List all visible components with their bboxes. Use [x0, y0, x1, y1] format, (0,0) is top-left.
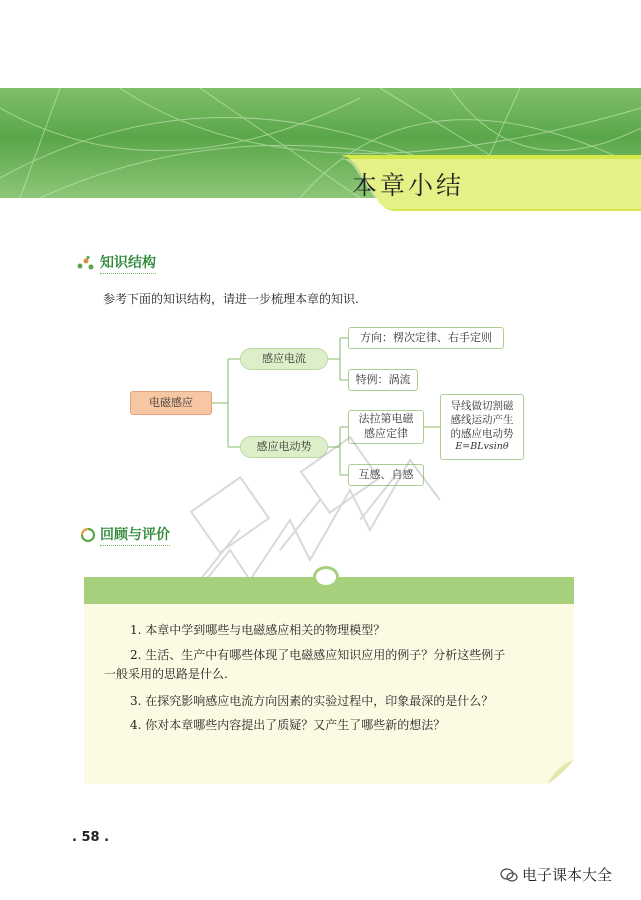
section-heading-text: 回顾与评价 — [100, 524, 170, 546]
mindmap-leaf-mutual: 互感、自感 — [348, 464, 424, 486]
intro-text: 参考下面的知识结构，请进一步梳理本章的知识. — [103, 292, 359, 306]
cutting-line-1: 导线做切割磁 — [450, 400, 514, 413]
page-curl-icon — [548, 760, 574, 784]
question-4: 4. 你对本章哪些内容提出了质疑？又产生了哪些新的想法？ — [130, 718, 446, 732]
brand-watermark — [500, 864, 612, 885]
mindmap-branch-emf: 感应电动势 — [240, 436, 328, 458]
question-1: 1. 本章中学到哪些与电磁感应相关的物理模型？ — [130, 623, 386, 637]
cutting-line-2: 感线运动产生 — [450, 414, 514, 426]
cutting-line-3: 的感应电动势 — [450, 427, 514, 440]
wechat-icon — [500, 867, 518, 883]
question-2: 2. 生活、生产中有哪些体现了电磁感应知识应用的例子？分析这些例子 — [130, 648, 506, 662]
page-number: . 58 . — [72, 830, 110, 845]
mindmap-branch-current: 感应电流 — [240, 348, 328, 370]
brand-text: 电子课本大全 — [522, 866, 613, 884]
card-ring-icon — [313, 566, 339, 588]
cutting-formula: E=BLvsinθ — [455, 441, 509, 453]
question-3: 3. 在探究影响感应电流方向因素的实验过程中，印象最深的是什么？ — [130, 694, 494, 708]
section-heading-review — [80, 524, 170, 546]
question-2-continued: 一般采用的思路是什么. — [104, 667, 228, 681]
mindmap-leaf-special: 特例：涡流 — [348, 369, 418, 391]
section-heading-text: 知识结构 — [100, 252, 156, 274]
chapter-title: 本章小结 — [352, 171, 465, 200]
faraday-line-2: 感应定律 — [364, 427, 408, 440]
mindmap-leaf-direction: 方向：楞次定律、右手定则 — [348, 327, 504, 349]
mindmap-root: 电磁感应 — [130, 391, 212, 415]
review-cycle-icon — [80, 527, 96, 543]
faraday-line-1: 法拉第电磁 — [358, 412, 414, 426]
